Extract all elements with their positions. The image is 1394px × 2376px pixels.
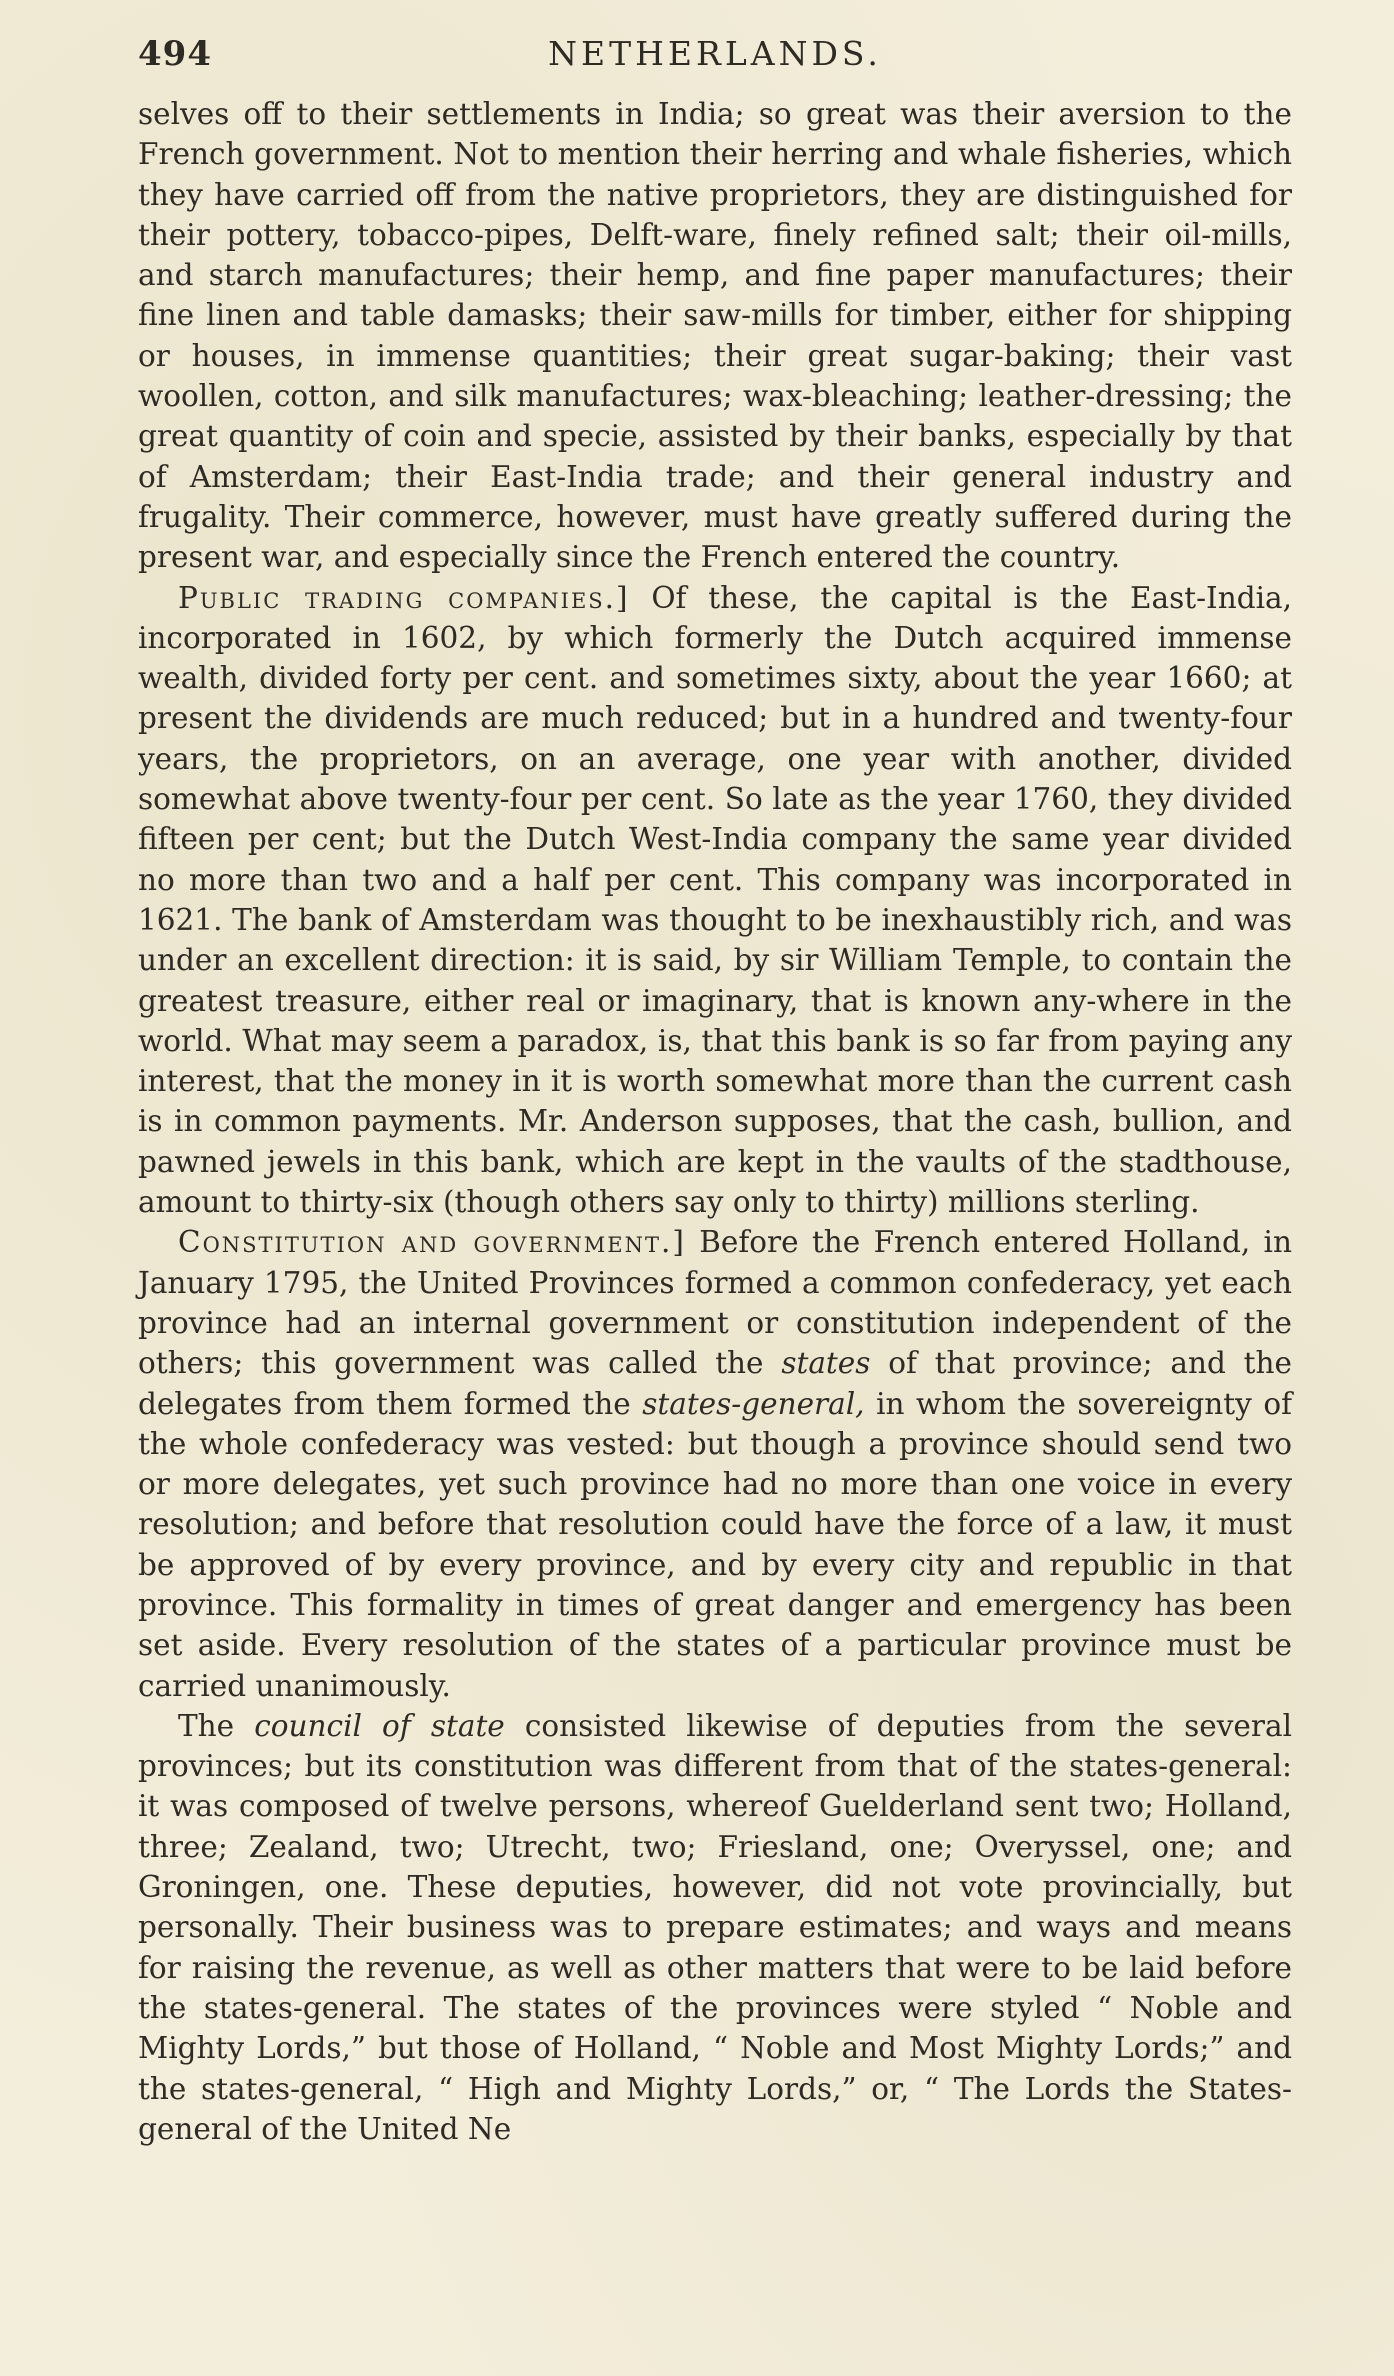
section-heading-constitution: Constitution and government.]: [178, 1225, 686, 1260]
running-head: NETHERLANDS.: [548, 34, 882, 73]
section-heading-trading-companies: Public trading companies.]: [178, 580, 630, 615]
body-text: [138, 94, 1292, 2149]
paragraph-commerce: [138, 94, 1292, 578]
italic-term-states: states: [781, 1346, 871, 1381]
paragraph-text: The: [178, 1708, 255, 1743]
paragraph-text: of that province; and the delegates from them formed the: [138, 1346, 1292, 1421]
paragraph-text: Of these, the capital is the East-India, incorporated in 1602, by which formerly the Dutch acquired immense wealth, divided forty per cent. and sometimes sixty, about the year 1660; at present the dividends are much reduced; but in a hundred and twenty-four years, the proprietors, on an average, one year with another, divided somewhat above twenty-four per cent. So late as the year 1760, they divided fifteen per cent; but the Dutch West-India company the same year divided no more than two and a half per cent. This company was incorporated in 1621. The bank of Amsterdam was thought to be inexhaustibly rich, and was under an excellent direction: it is said, by sir William Temple, to contain the greatest treasure, either real or imaginary, that is known any-where in the world. What may seem a paradox, is, that this bank is so far from paying any interest, that the money in it is worth somewhat more than the current cash is in common payments. Mr. Anderson supposes, that the cash, bullion, and pawned jewels in this bank, which are kept in the vaults of the stadthouse, amount to thirty-six (though others say only to thirty) millions sterling.: [138, 580, 1292, 1220]
paragraph-text: in whom the sovereignty of the whole confederacy was vested: but though a province should send two or more delegates, yet such province had no more than one voice in every resolution; and before that resolution could have the force of a law, it must be approved of by every province, and by every city and republic in that province. This formality in times of great danger and emergency has been set aside. Every resolution of the states of a particular province must be carried unanimously.: [138, 1386, 1292, 1703]
paragraph-text: consisted likewise of deputies from the several provinces; but its constitution was different from that of the states-general: it was composed of twelve persons, whereof Guelderland sent two; Holland, three; Zealand, two; Utrecht, two; Friesland, one; Overyssel, one; and Groningen, one. These deputies, however, did not vote provincially, but personally. Their business was to prepare estimates; and ways and means for raising the revenue, as well as other matters that were to be laid before the states-general. The states of the provinces were styled “ Noble and Mighty Lords,” but those of Holland, “ Noble and Most Mighty Lords;” and the states-general, “ High and Mighty Lords,” or, “ The Lords the States-general of the United Ne: [138, 1708, 1293, 2146]
paragraph-trading-companies: [138, 578, 1292, 1223]
paragraph-text: selves off to their settlements in India; so great was their aversion to the French government. Not to mention their herring and whale fisheries, which they have carried off from the native proprietors, they are distinguished for their pottery, tobacco-pipes, Delft-ware, finely refined salt; their oil-mills, and starch manufactures; their hemp, and fine paper manufactures; their fine linen and table damasks; their saw-mills for timber, either for shipping or houses, in immense quantities; their great sugar-baking; their vast woollen, cotton, and silk manufactures; wax-bleaching; leather-dressing; the great quantity of coin and specie, assisted by their banks, especially by that of Amsterdam; their East-India trade; and their general industry and frugality. Their commerce, however, must have greatly suffered during the present war, and especially since the French entered the country.: [138, 97, 1292, 575]
paragraph-council-of-state: [138, 1706, 1292, 2149]
page-header: [138, 20, 1292, 90]
italic-term-council-of-state: council of state: [254, 1708, 505, 1743]
paragraph-constitution: [138, 1222, 1292, 1706]
paragraph-text: Before the French entered Holland, in January 1795, the United Provinces formed a common confederacy, yet each province had an internal government or constitution independent of the others; this government was called the: [138, 1225, 1292, 1381]
italic-term-states-general: states-general,: [642, 1386, 865, 1421]
page-number: 494: [138, 34, 212, 74]
